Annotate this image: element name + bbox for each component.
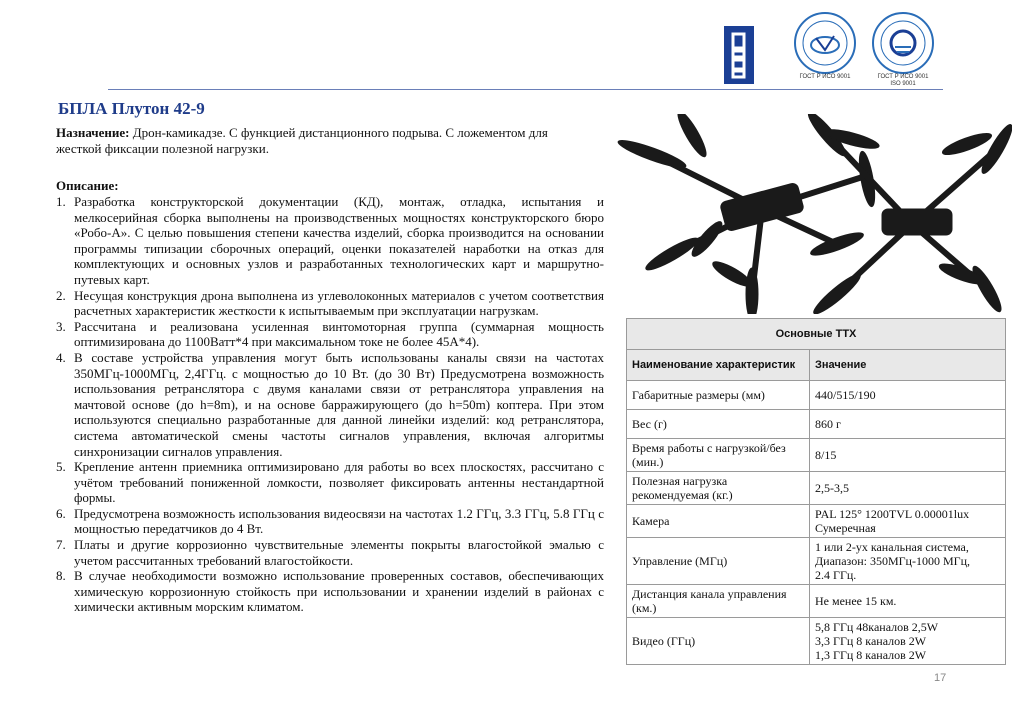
spec-name: Видео (ГГц) [627,618,810,665]
table-row [627,410,1006,439]
description-item [56,319,604,350]
purpose-label: Назначение: [56,125,130,140]
quality-seal [872,12,934,74]
description-item [56,537,604,568]
item-number: 7. [56,537,66,553]
spec-value: Не менее 15 км. [810,585,1006,618]
item-text: Платы и другие коррозионно чувствительные элементы покрыты влагостойкой эмалью с учетом рассчитанных требований влагостойкости. [74,537,604,568]
seal-caption-2-line1: ГОСТ Р ИСО 9001 [877,74,929,80]
item-text: Крепление антенн приемника оптимизировано для работы во всех плоскостях, рассчитано с учётом требований пониженной ломкости, позволяет фиксировать антенны нестандартной формы. [74,459,604,506]
specs-caption: Основные ТТХ [627,319,1006,350]
spec-value: 1 или 2-ух канальная система, Диапазон: 350МГц-1000 МГц, 2.4 ГГц. [810,538,1006,585]
description-item [56,459,604,506]
specs-header-row [627,350,1006,381]
table-row [627,618,1006,665]
table-row [627,585,1006,618]
description-item [56,568,604,615]
spec-value: PAL 125° 1200TVL 0.00001lux Сумеречная [810,505,1006,538]
description-item [56,288,604,319]
item-text: Несущая конструкция дрона выполнена из углеволоконных материалов с учетом соответствия расчетных характеристик жесткости к испытываемым при эксплуатации нагрузкам. [74,287,604,319]
seal-caption-2 [868,74,938,88]
item-number: 3. [56,318,66,334]
description-title: Описание: [56,178,119,193]
table-row [627,472,1006,505]
drone-photo [612,114,1012,314]
certification-seal [794,12,856,74]
specs-table [626,318,1006,665]
description-item [56,194,604,288]
item-text: В случае необходимости возможно использование проверенных составов, обеспечивающих химическую коррозионную стойкость при использовании и хранении изделий в районах с химически активным морским климатом. [74,568,604,615]
header-divider [108,89,943,90]
robo-logo-mark [724,26,754,84]
spec-name: Полезная нагрузка рекомендуемая (кг.) [627,472,810,505]
table-row [627,439,1006,472]
description-item [56,350,604,459]
drone-right [804,114,1012,314]
table-row [627,538,1006,585]
table-row [627,505,1006,538]
item-text: Предусмотрена возможность использования видеосвязи на частотах 1.2 ГГц, 3.3 ГГц, 5.8 ГГц с мощностью передатчиков до 4 Вт. [74,505,604,537]
column-header-value: Значение [810,350,1006,381]
robo-logo [724,26,754,84]
spec-value: 440/515/190 [810,381,1006,410]
item-number: 4. [56,349,66,365]
item-text: В составе устройства управления могут быть использованы каналы связи на частотах 350МГц-1000МГц, 2,4ГГц. с мощностью до 10 Вт. (до 30 Вт) Предусмотрена возможность использования ретранслятора с двумя каналами связи от ретранслятора управления на мачтовой основе (до h=8m), и на основе барражирующего (до h=50m) коптера. При этом используются специально разработанные для данной линейки изделий: код ретранслятора, система автоматической смены частоты сигналов управления, включая алгоритмы синхронизации сигналов управления. [74,349,604,459]
item-number: 8. [56,568,66,584]
description-list [56,194,604,615]
spec-value: 5,8 ГГц 48каналов 2,5W 3,3 ГГц 8 каналов 2W 1,3 ГГц 8 каналов 2W [810,618,1006,665]
item-text: Разработка конструкторской документации (КД), монтаж, отладка, испытания и мелкосерийная сборка выполнены на производственных мощностях конструкторского бюро «Робо-А». С целью повышения степени качества изделий, сборка производится на основании программы типизации сборочных операций, оценки показателей наработки на отказ для комплектующих и основных узлов и разработанных технологических карт и маршрутно-путевых карт. [74,194,604,287]
page-title: БПЛА Плутон 42-9 [58,99,205,118]
spec-name: Вес (г) [627,410,810,439]
item-number: 1. [56,194,66,209]
item-number: 2. [56,287,66,303]
seal-caption-1: ГОСТ Р ИСО 9001 [799,74,851,80]
column-header-name: Наименование характеристик [627,350,810,381]
page-number: 17 [934,672,947,684]
spec-name: Камера [627,505,810,538]
spec-name: Дистанция канала управления (км.) [627,585,810,618]
spec-value: 860 г [810,410,1006,439]
spec-value: 2,5-3,5 [810,472,1006,505]
spec-name: Управление (МГц) [627,538,810,585]
purpose-text: Дрон-камикадзе. С функцией дистанционного подрыва. С ложементом для жесткой фиксации полезной нагрузки. [56,125,548,156]
item-text: Рассчитана и реализована усиленная винтомоторная группа (суммарная мощность оптимизирована до 1100Ватт*4 при максимальном токе не более 45А*4). [74,318,604,350]
item-number: 6. [56,505,66,521]
specs-caption-row [627,319,1006,350]
seal-caption-2-line2: ISO 9001 [890,81,916,87]
spec-name: Время работы с нагрузкой/без (мин.) [627,439,810,472]
table-row [627,381,1006,410]
spec-value: 8/15 [810,439,1006,472]
description-item [56,506,604,537]
item-number: 5. [56,459,66,475]
spec-name: Габаритные размеры (мм) [627,381,810,410]
purpose-paragraph [56,125,596,157]
